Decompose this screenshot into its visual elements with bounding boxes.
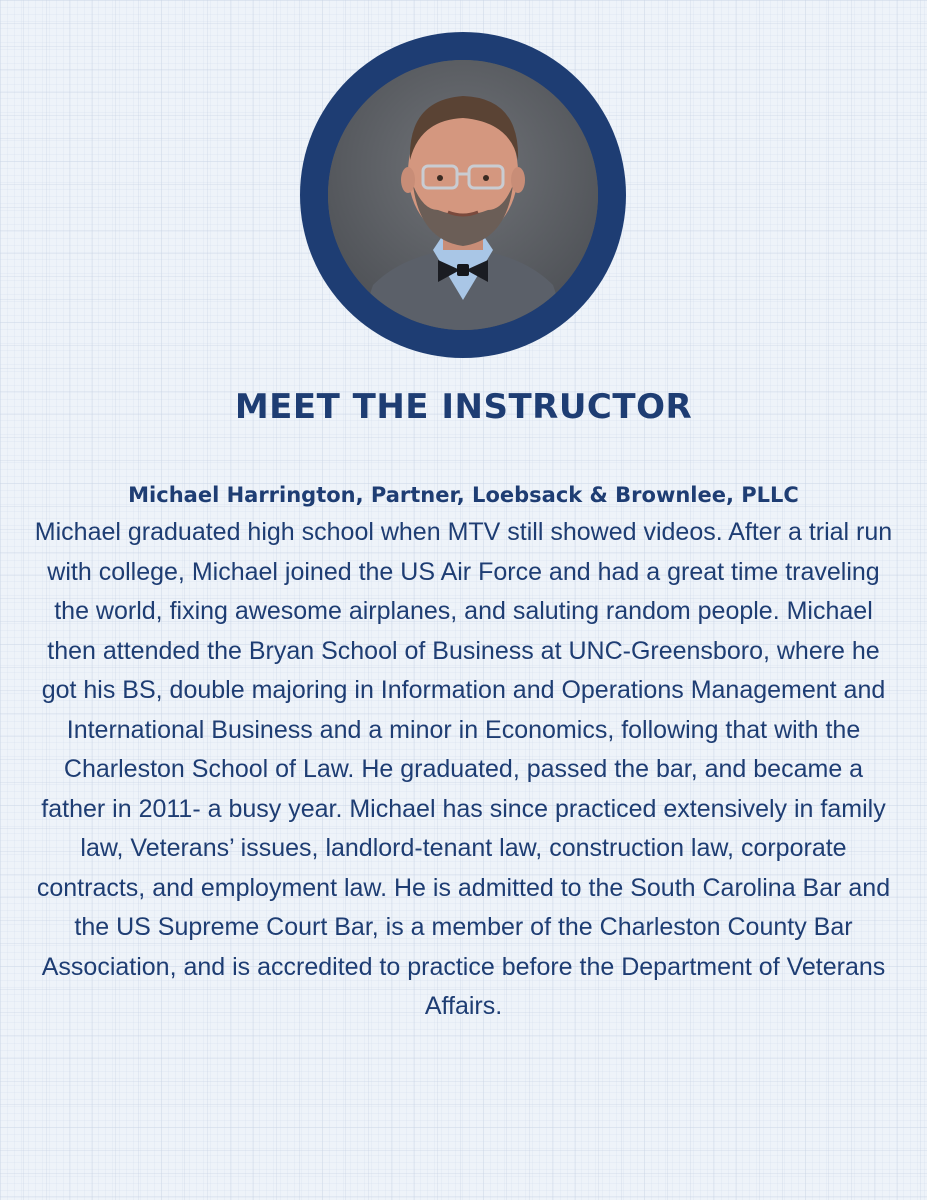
instructor-bio <box>30 477 897 1027</box>
instructor-photo <box>328 60 598 330</box>
page-title: MEET THE INSTRUCTOR <box>234 387 693 427</box>
instructor-photo-frame <box>300 32 626 358</box>
instructor-bio-text: Michael graduated high school when MTV still showed videos. After a trial run with college, Michael joined the US Air Force and had a great time traveling the world, fixing awesome airplanes, and saluting random people. Michael then attended the Bryan School of Business at UNC-Greensboro, where he got his BS, double majoring in Information and Operations Management and International Business and a minor in Economics, following that with the Charleston School of Law. He graduated, passed the bar, and became a father in 2011- a busy year. Michael has since practiced extensively in family law, Veterans’ issues, landlord-tenant law, construction law, corporate contracts, and employment law. He is admitted to the South Carolina Bar and the US Supreme Court Bar, is a member of the Charleston County Bar Association, and is accredited to practice before the Department of Veterans Affairs. <box>34 518 893 1020</box>
instructor-name: Michael Harrington, Partner, Loebsack & Brownlee, PLLC <box>128 483 799 507</box>
